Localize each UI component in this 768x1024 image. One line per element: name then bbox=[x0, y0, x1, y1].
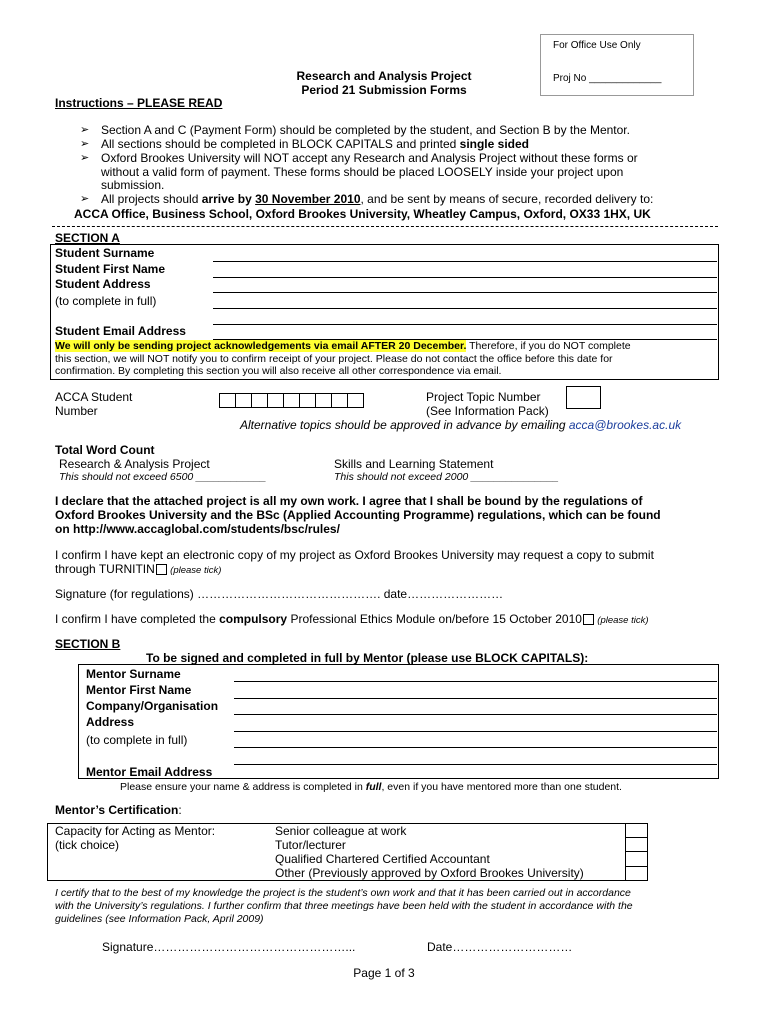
email-note-line3: confirmation. By completing this section you will also receive all other correspondence via email. bbox=[55, 365, 502, 377]
regulations-link[interactable]: http://www.accaglobal.com/students/bsc/rules/ bbox=[73, 522, 340, 536]
checkbox-other[interactable] bbox=[625, 866, 648, 881]
turnitin-checkbox[interactable] bbox=[156, 564, 167, 575]
alt-topics-note: Alternative topics should be approved in advance by emailing acca@brookes.ac.uk bbox=[240, 418, 682, 432]
mentor-address-input-2[interactable] bbox=[234, 747, 717, 748]
mentor-address-label: Address bbox=[86, 715, 135, 729]
acca-number-digit[interactable] bbox=[315, 393, 332, 408]
student-address-input-1[interactable] bbox=[213, 292, 717, 293]
mentor-first-name-input[interactable] bbox=[234, 698, 717, 699]
mentor-company-input[interactable] bbox=[234, 714, 717, 715]
mentor-address-input-1[interactable] bbox=[234, 731, 717, 732]
email-note-line1: We will only be sending project acknowledgements via email AFTER 20 December. Therefore, if you do NOT complete bbox=[55, 340, 631, 352]
instruction-3-line3: submission. bbox=[101, 178, 165, 192]
office-use-label: For Office Use Only bbox=[553, 40, 641, 51]
mentor-statement-line1: I certify that to the best of my knowledge the project is the student’s own work and that it has been carried out in accordance bbox=[55, 887, 631, 899]
acca-number-digit[interactable] bbox=[235, 393, 252, 408]
mentor-surname-label: Mentor Surname bbox=[86, 667, 181, 681]
instruction-3-line2: without a valid form of payment. These forms should be placed LOOSELY inside your project upon bbox=[101, 165, 624, 179]
topic-number-label: Project Topic Number bbox=[426, 390, 541, 404]
declaration-line1: I declare that the attached project is all my own work. I agree that I shall be bound by the regulations of bbox=[55, 494, 643, 508]
mentor-email-label: Mentor Email Address bbox=[86, 765, 213, 779]
mentor-first-name-label: Mentor First Name bbox=[86, 683, 192, 697]
bullet-arrow-icon: ➢ bbox=[80, 152, 90, 164]
option-other: Other (Previously approved by Oxford Brookes University) bbox=[275, 866, 584, 880]
student-email-label: Student Email Address bbox=[55, 324, 186, 338]
acca-number-digit[interactable] bbox=[283, 393, 300, 408]
checkbox-tutor[interactable] bbox=[625, 837, 648, 852]
regulations-signature[interactable]: Signature (for regulations) ………………………………………. date…………………… bbox=[55, 587, 504, 601]
student-surname-label: Student Surname bbox=[55, 246, 155, 260]
option-tutor: Tutor/lecturer bbox=[275, 838, 346, 852]
mentor-email-input[interactable] bbox=[234, 764, 717, 765]
mentor-address-note: (to complete in full) bbox=[86, 733, 188, 747]
form-title: Research and Analysis Project bbox=[296, 69, 472, 83]
certification-heading: Mentor’s Certification: bbox=[55, 803, 182, 817]
sls-word-limit[interactable]: This should not exceed 2000 _______________ bbox=[334, 471, 559, 483]
acca-number-digit[interactable] bbox=[219, 393, 236, 408]
bullet-arrow-icon: ➢ bbox=[80, 124, 90, 136]
acca-number-digit[interactable] bbox=[331, 393, 348, 408]
ethics-checkbox[interactable] bbox=[583, 614, 594, 625]
section-b-subheading: To be signed and completed in full by Mentor (please use BLOCK CAPITALS): bbox=[146, 651, 589, 665]
acca-number-digit[interactable] bbox=[251, 393, 268, 408]
declaration-line2: Oxford Brookes University and the BSc (Applied Accounting Programme) regulations, which can be found bbox=[55, 508, 661, 522]
option-qualified-accountant: Qualified Chartered Certified Accountant bbox=[275, 852, 490, 866]
email-note-line2: this section, we will NOT notify you to confirm receipt of your project. Please do not contact the office before this date for bbox=[55, 353, 613, 365]
mentor-name-note: Please ensure your name & address is completed in full, even if you have mentored more than one student. bbox=[120, 781, 622, 793]
ethics-confirm: I confirm I have completed the compulsory Professional Ethics Module on/before 15 October 2010 (please tick) bbox=[55, 612, 649, 626]
acca-number-digit[interactable] bbox=[347, 393, 364, 408]
acca-number-label-1: ACCA Student bbox=[55, 390, 133, 404]
acca-number-label-2: Number bbox=[55, 404, 98, 418]
student-address-input-3[interactable] bbox=[213, 324, 717, 325]
turnitin-confirm-line2: through TURNITIN (please tick) bbox=[55, 562, 222, 576]
capacity-label: Capacity for Acting as Mentor: bbox=[55, 824, 216, 838]
proj-no-field[interactable]: Proj No _____________ bbox=[553, 73, 662, 84]
delivery-address: ACCA Office, Business School, Oxford Brookes University, Wheatley Campus, Oxford, OX33 1HX, UK bbox=[74, 207, 651, 221]
student-surname-input[interactable] bbox=[213, 261, 717, 262]
topic-number-input[interactable] bbox=[566, 386, 601, 409]
mentor-signature[interactable]: Signature…………………………………………... bbox=[102, 940, 356, 954]
topic-number-note: (See Information Pack) bbox=[426, 404, 549, 418]
page-number: Page 1 of 3 bbox=[353, 966, 415, 980]
student-address-label: Student Address bbox=[55, 277, 151, 291]
rap-label: Research & Analysis Project bbox=[59, 457, 210, 471]
student-address-note: (to complete in full) bbox=[55, 294, 157, 308]
instruction-3-line1: Oxford Brookes University will NOT accept any Research and Analysis Project without these forms or bbox=[101, 151, 638, 165]
checkbox-senior-colleague[interactable] bbox=[625, 823, 648, 838]
instruction-2: All sections should be completed in BLOCK CAPITALS and printed single sided bbox=[101, 137, 529, 151]
divider bbox=[52, 226, 718, 227]
bullet-arrow-icon: ➢ bbox=[80, 193, 90, 205]
tick-choice-note: (tick choice) bbox=[55, 838, 120, 852]
mentor-surname-input[interactable] bbox=[234, 681, 717, 682]
option-senior-colleague: Senior colleague at work bbox=[275, 824, 407, 838]
instructions-heading: Instructions – PLEASE READ bbox=[55, 96, 223, 110]
turnitin-confirm-line1: I confirm I have kept an electronic copy of my project as Oxford Brookes University may request a copy to submit bbox=[55, 548, 654, 562]
student-first-name-label: Student First Name bbox=[55, 262, 166, 276]
bullet-arrow-icon: ➢ bbox=[80, 138, 90, 150]
section-a-heading: SECTION A bbox=[55, 231, 120, 245]
acca-number-digit[interactable] bbox=[267, 393, 284, 408]
student-first-name-input[interactable] bbox=[213, 277, 717, 278]
mentor-statement-line3: guidelines (see Information Pack, April 2009) bbox=[55, 913, 264, 925]
section-b-heading: SECTION B bbox=[55, 637, 121, 651]
instruction-4: All projects should arrive by 30 November 2010, and be sent by means of secure, recorded delivery to: bbox=[101, 192, 654, 206]
mentor-date[interactable]: Date………………………… bbox=[427, 940, 573, 954]
sls-label: Skills and Learning Statement bbox=[334, 457, 494, 471]
word-count-heading: Total Word Count bbox=[55, 443, 155, 457]
declaration-line3: on http://www.accaglobal.com/students/bsc/rules/ bbox=[55, 522, 340, 536]
mentor-statement-line2: with the University’s regulations. I further confirm that three meetings have been held with the student in accordance with the bbox=[55, 900, 633, 912]
student-address-input-2[interactable] bbox=[213, 308, 717, 309]
rap-word-limit[interactable]: This should not exceed 6500 ____________ bbox=[59, 471, 267, 483]
acca-email-link[interactable]: acca@brookes.ac.uk bbox=[568, 418, 682, 432]
acca-number-digit[interactable] bbox=[299, 393, 316, 408]
instruction-1: Section A and C (Payment Form) should be completed by the student, and Section B by the Mentor. bbox=[101, 123, 630, 137]
form-subtitle: Period 21 Submission Forms bbox=[301, 83, 467, 97]
checkbox-qualified-accountant[interactable] bbox=[625, 851, 648, 867]
mentor-company-label: Company/Organisation bbox=[86, 699, 219, 713]
